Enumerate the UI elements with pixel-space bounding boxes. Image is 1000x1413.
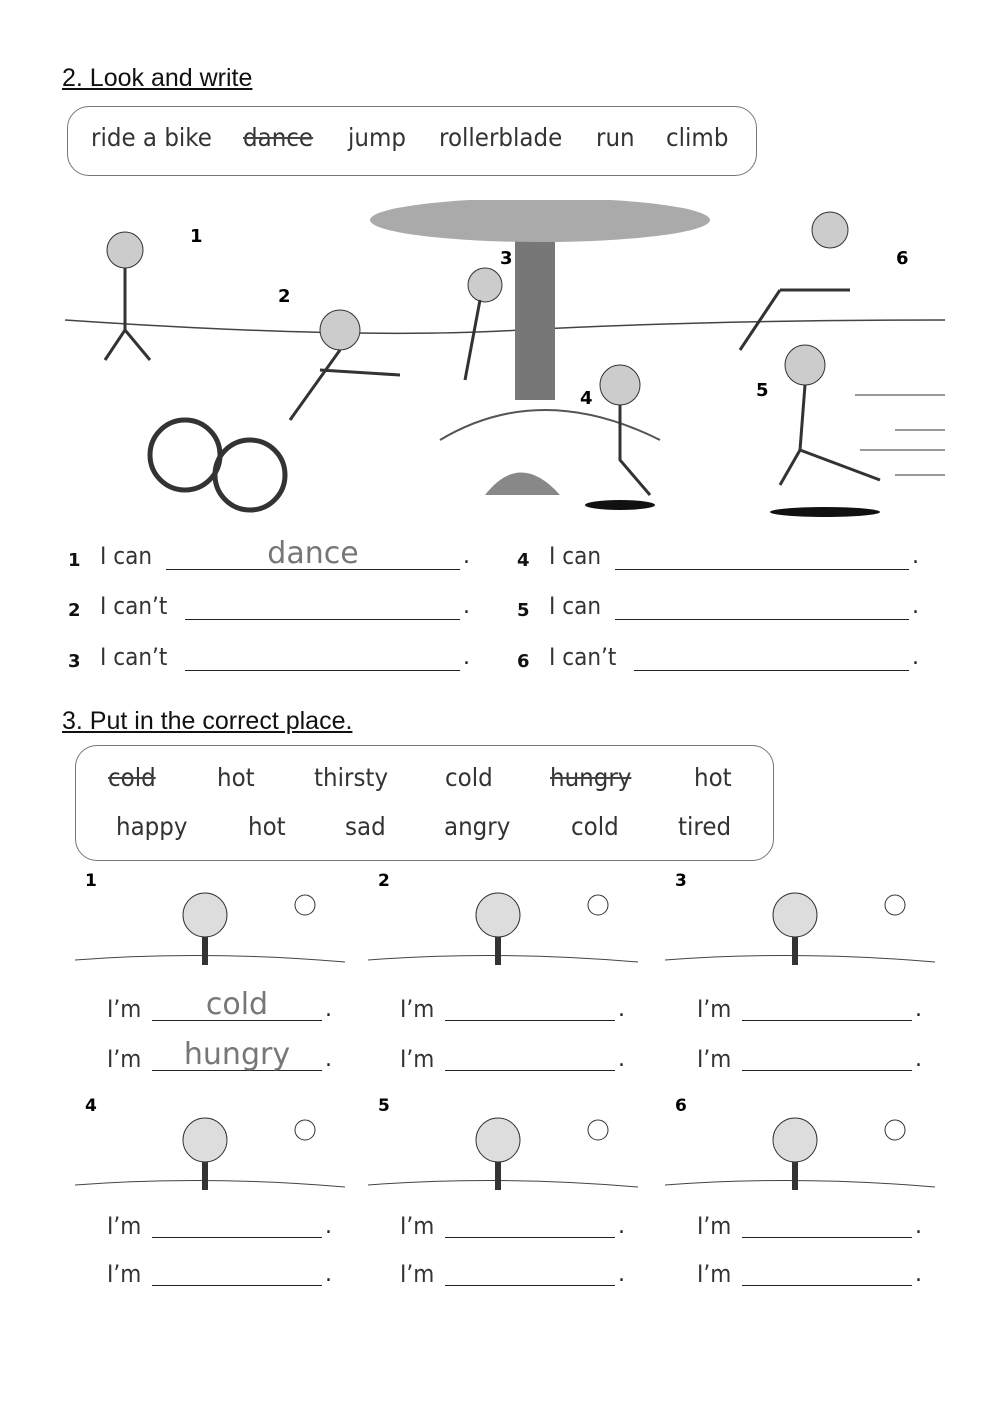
answer-blank[interactable] [445, 990, 615, 1021]
sentence-number: 6 [517, 651, 530, 672]
word-bank-item: hot [248, 812, 286, 841]
answer-blank[interactable]: dance [166, 539, 460, 570]
scene-illustration [368, 1095, 643, 1205]
scene-number: 2 [378, 871, 390, 891]
scene-illustration [368, 870, 643, 980]
sentence-prefix: I’m [400, 1260, 435, 1288]
sentence-prefix: I can’t [549, 643, 617, 671]
scene-number: 1 [85, 871, 97, 891]
period: . [912, 645, 919, 670]
period: . [325, 997, 332, 1022]
answer-blank[interactable] [445, 1040, 615, 1071]
period: . [463, 594, 470, 619]
answer-blank[interactable] [445, 1207, 615, 1238]
sentence-prefix: I’m [400, 995, 435, 1023]
sentence-number: 4 [517, 550, 530, 571]
sentence-number: 3 [68, 651, 81, 672]
answer-blank[interactable] [742, 1207, 912, 1238]
sun-icon [295, 1120, 315, 1140]
picture-number: 5 [756, 380, 769, 401]
section2-title: 2. Look and write [62, 64, 253, 92]
answer-blank[interactable] [185, 589, 460, 620]
answer-blank[interactable] [742, 1255, 912, 1286]
sentence-prefix: I’m [697, 1045, 732, 1073]
scene-number: 5 [378, 1096, 390, 1116]
sentence-prefix: I’m [400, 1045, 435, 1073]
period: . [325, 1214, 332, 1239]
sun-icon [295, 895, 315, 915]
sentence-prefix: I can [100, 542, 153, 570]
word-bank-item: ride a bike [91, 123, 212, 152]
sentence-prefix: I can’t [100, 643, 168, 671]
scene-illustration [75, 870, 350, 980]
sun-icon [885, 1120, 905, 1140]
period: . [618, 1214, 625, 1239]
picture-number: 2 [278, 286, 291, 307]
word-bank-item: climb [666, 123, 729, 152]
section3-title: 3. Put in the correct place. [62, 707, 353, 735]
word-bank-item: cold [445, 763, 493, 792]
word-bank-item: hot [694, 763, 732, 792]
answer-blank[interactable] [615, 589, 909, 620]
picture-number: 4 [580, 388, 593, 409]
sentence-prefix: I’m [697, 995, 732, 1023]
sentence-number: 5 [517, 600, 530, 621]
period: . [912, 594, 919, 619]
sun-icon [588, 1120, 608, 1140]
scene-illustration [665, 1095, 940, 1205]
scene-illustration [665, 870, 940, 980]
word-bank-item: happy [116, 812, 188, 841]
sentence-prefix: I’m [107, 1260, 142, 1288]
sun-icon [588, 895, 608, 915]
sentence-number: 1 [68, 550, 81, 571]
word-bank-item: thirsty [314, 763, 389, 792]
sentence-prefix: I’m [697, 1212, 732, 1240]
answer-blank[interactable] [445, 1255, 615, 1286]
park-illustration [60, 200, 950, 525]
sun-icon [885, 895, 905, 915]
period: . [915, 1214, 922, 1239]
sentence-prefix: I can [549, 542, 602, 570]
word-bank-item: hot [217, 763, 255, 792]
period: . [915, 997, 922, 1022]
answer-blank[interactable] [742, 990, 912, 1021]
sentence-prefix: I’m [697, 1260, 732, 1288]
period: . [325, 1047, 332, 1072]
period: . [618, 997, 625, 1022]
word-bank-item: cold [108, 763, 156, 792]
answer-blank[interactable]: hungry [152, 1040, 322, 1071]
period: . [618, 1262, 625, 1287]
scene-illustration [75, 1095, 350, 1205]
period: . [618, 1047, 625, 1072]
word-bank-item: run [596, 123, 635, 152]
picture-number: 6 [896, 248, 909, 269]
word-bank-item: tired [678, 812, 732, 841]
answer-blank[interactable] [615, 539, 909, 570]
word-bank-box-2 [75, 745, 774, 861]
sentence-prefix: I’m [400, 1212, 435, 1240]
word-bank-item: dance [243, 123, 314, 152]
period: . [915, 1262, 922, 1287]
tree-canopy [370, 200, 710, 242]
answer-blank[interactable] [634, 640, 909, 671]
answer-blank[interactable] [185, 640, 460, 671]
scene-number: 6 [675, 1096, 687, 1116]
sentence-number: 2 [68, 600, 81, 621]
period: . [463, 544, 470, 569]
word-bank-item: rollerblade [439, 123, 563, 152]
sentence-prefix: I’m [107, 1045, 142, 1073]
period: . [915, 1047, 922, 1072]
word-bank-item: cold [571, 812, 619, 841]
period: . [912, 544, 919, 569]
word-bank-item: sad [345, 812, 386, 841]
sentence-prefix: I’m [107, 1212, 142, 1240]
picture-number: 1 [190, 226, 203, 247]
picture-number: 3 [500, 248, 513, 269]
scene-number: 3 [675, 871, 687, 891]
tree-trunk [515, 220, 555, 400]
period: . [463, 645, 470, 670]
word-bank-item: hungry [550, 763, 632, 792]
word-bank-item: jump [348, 123, 406, 152]
sentence-prefix: I’m [107, 995, 142, 1023]
word-bank-item: angry [444, 812, 511, 841]
sentence-prefix: I can [549, 592, 602, 620]
sentence-prefix: I can’t [100, 592, 168, 620]
period: . [325, 1262, 332, 1287]
scene-number: 4 [85, 1096, 97, 1116]
answer-blank[interactable]: cold [152, 990, 322, 1021]
answer-blank[interactable] [152, 1255, 322, 1286]
answer-blank[interactable] [742, 1040, 912, 1071]
answer-blank[interactable] [152, 1207, 322, 1238]
